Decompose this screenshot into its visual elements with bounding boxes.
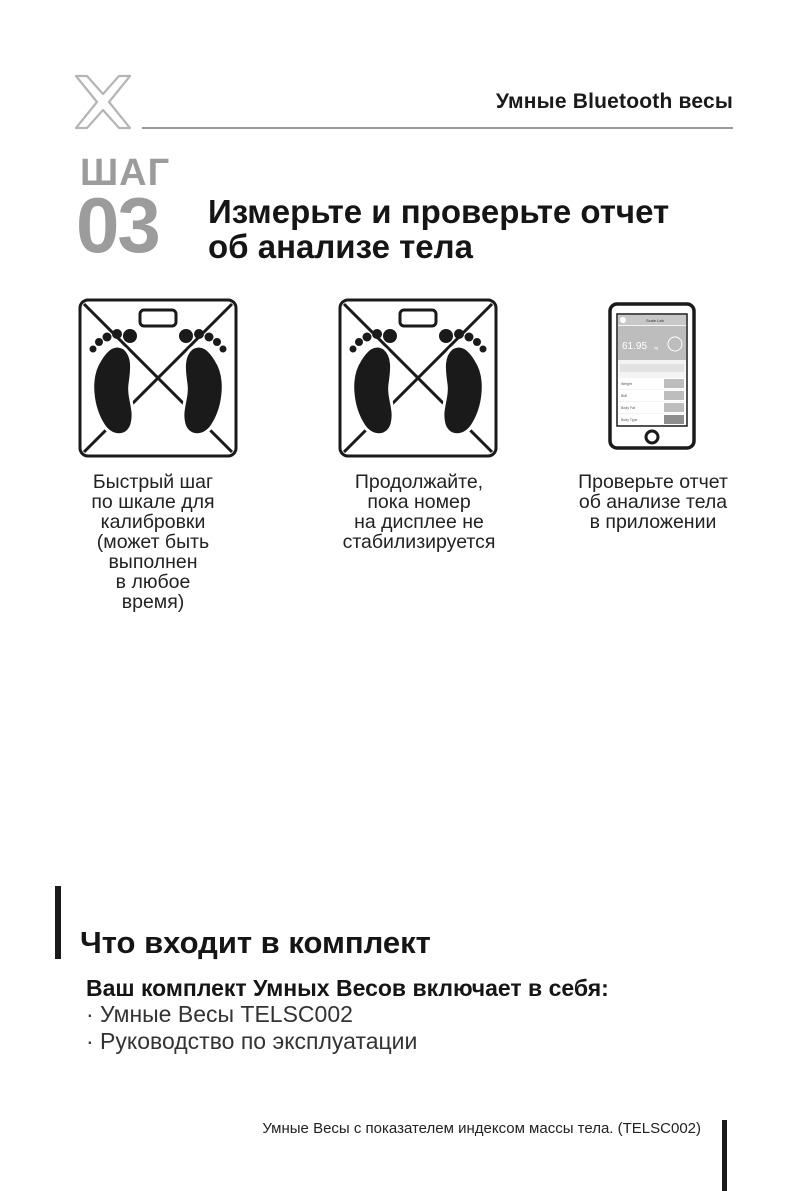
- caption-line: стабилизируется: [342, 531, 496, 553]
- phone-row-label: Body Type: [621, 418, 638, 422]
- instruction-caption: [319, 472, 519, 552]
- footer-accent-bar: [722, 1120, 727, 1191]
- caption-line: (может быть: [96, 531, 210, 553]
- caption-line: Продолжайте,: [354, 471, 484, 493]
- caption-line: пока номер: [367, 491, 471, 513]
- brand-x-logo: [74, 74, 132, 130]
- step-heading: [208, 194, 669, 265]
- step-heading-line: об анализе тела: [208, 228, 473, 266]
- phone-app-icon: [608, 302, 696, 450]
- header-divider: [142, 127, 733, 129]
- caption-line: время): [121, 591, 185, 613]
- instruction-caption: [53, 472, 253, 612]
- caption-line: выполнен: [108, 551, 198, 573]
- caption-line: калибровки: [100, 511, 206, 533]
- step-label: ШАГ: [80, 152, 171, 194]
- header-title: Умные Bluetooth весы: [495, 90, 733, 113]
- caption-line: об анализе тела: [578, 491, 728, 513]
- kit-list: [86, 1001, 417, 1055]
- scale-feet-icon: [338, 298, 498, 458]
- phone-app-title: Scale Lab: [646, 318, 664, 323]
- instruction-caption: [553, 472, 753, 532]
- list-item: · Умные Весы TELSC002: [86, 1001, 353, 1027]
- phone-row-label: BMI: [621, 394, 628, 398]
- caption-line: на дисплее не: [354, 511, 484, 533]
- section-accent-bar: [55, 886, 61, 959]
- kit-subtitle: Ваш комплект Умных Весов включает в себя:: [86, 975, 609, 1001]
- scale-feet-icon: [78, 298, 238, 458]
- caption-line: Проверьте отчет: [578, 471, 728, 493]
- step-number: 03: [76, 181, 159, 269]
- kit-section-title: Что входит в комплект: [80, 925, 431, 960]
- caption-line: в любое: [115, 571, 191, 593]
- caption-line: в приложении: [589, 511, 717, 533]
- caption-line: по шкале для: [91, 491, 215, 513]
- footer-text: Умные Весы с показателем индексом массы тела. (TELSC002): [262, 1120, 701, 1137]
- caption-line: Быстрый шаг: [92, 471, 214, 493]
- step-heading-line: Измерьте и проверьте отчет: [208, 193, 670, 230]
- phone-weight-value: 61.95: [622, 341, 648, 352]
- phone-row-label: Body Fat: [621, 406, 636, 410]
- phone-row-label: Weight: [621, 382, 632, 386]
- list-item: · Руководство по эксплуатации: [86, 1028, 418, 1054]
- phone-weight-unit: kg: [654, 345, 659, 350]
